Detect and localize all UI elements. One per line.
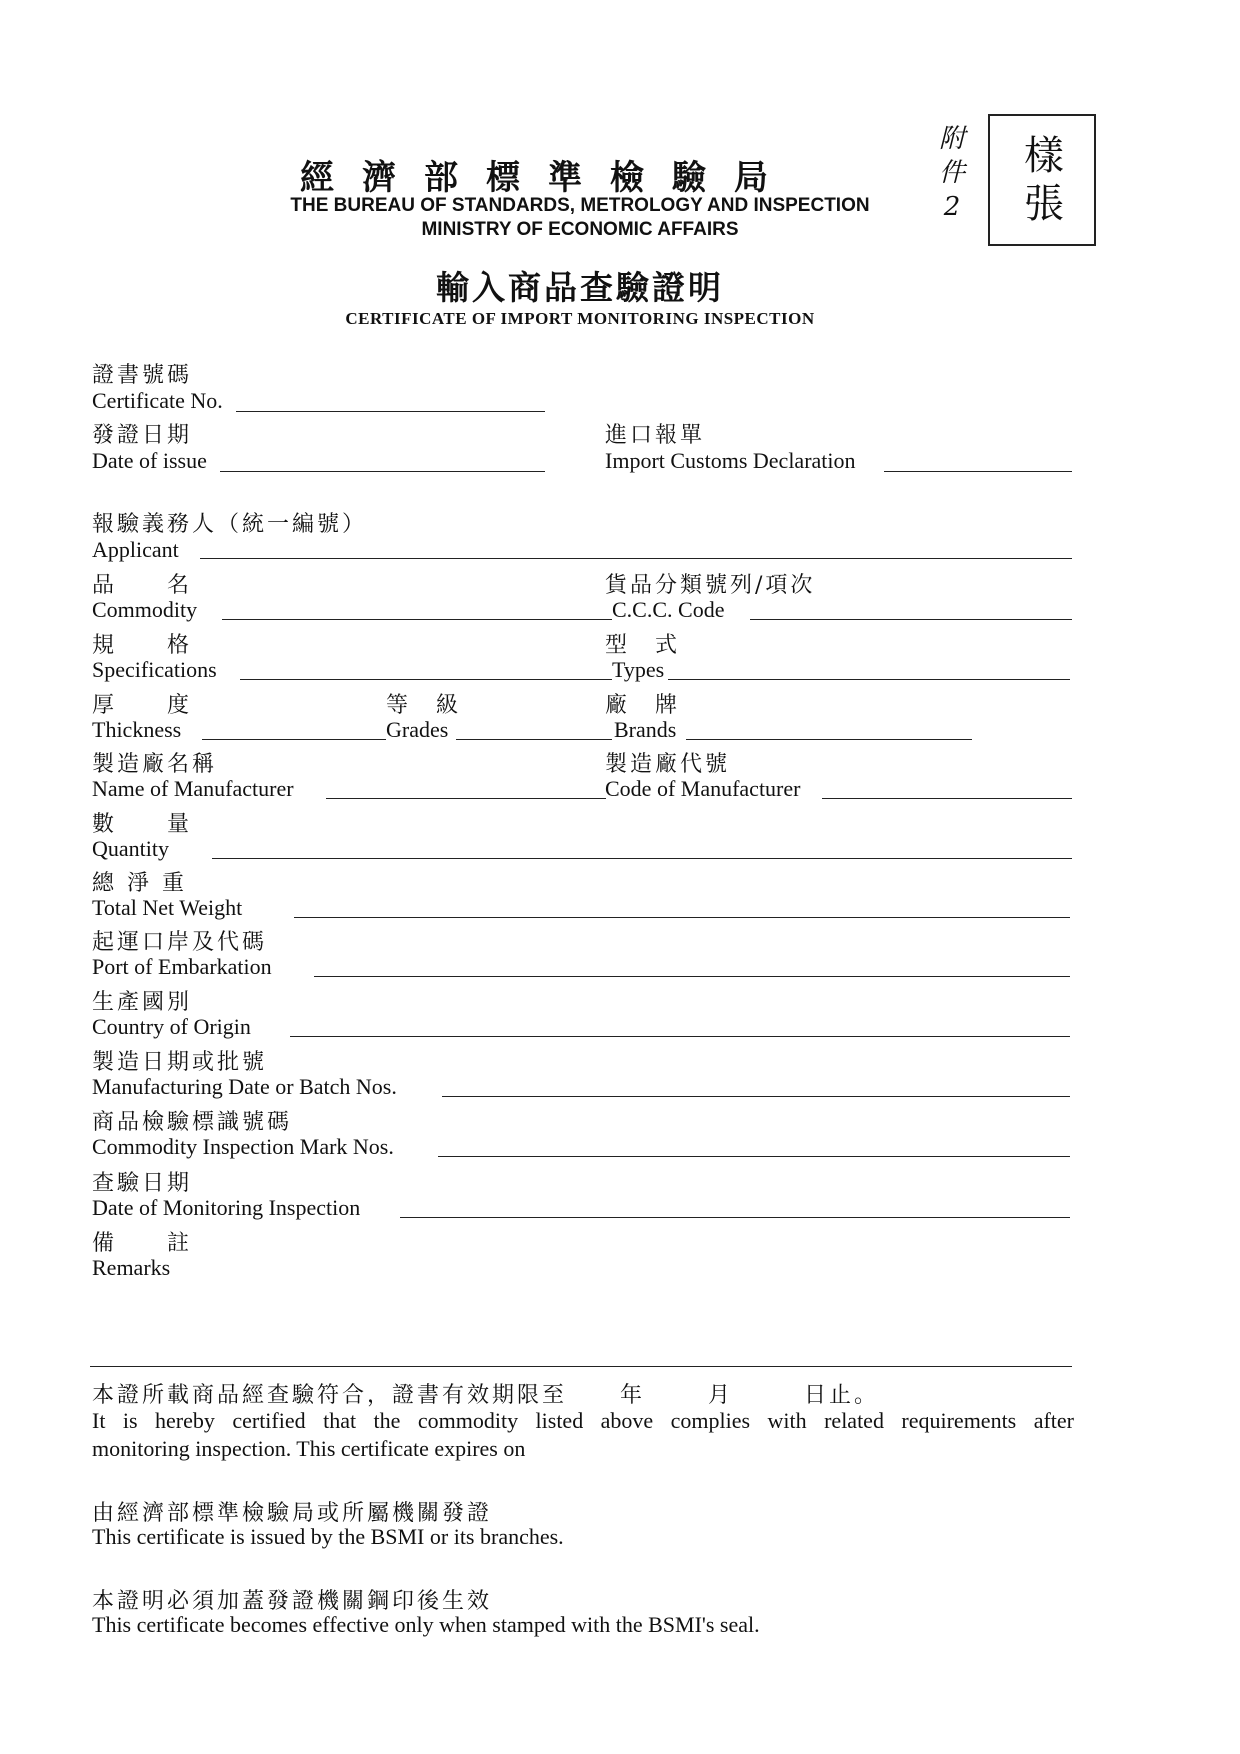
certificate-no-label-zh: 證書號碼 xyxy=(92,363,193,388)
validity-statement-zh: 本證所載商品經查驗符合，證書有效期限至 xyxy=(92,1383,568,1408)
thickness-field[interactable] xyxy=(202,739,386,740)
date-of-issue-label-zh: 發證日期 xyxy=(92,423,193,448)
certificate-no-field[interactable] xyxy=(236,411,545,412)
quantity-field[interactable] xyxy=(212,858,1072,859)
bureau-title-en: THE BUREAU OF STANDARDS, METROLOGY AND INSPECTION xyxy=(290,195,870,216)
seal-statement-en: This certificate becomes effective only when stamped with the BSMI's seal. xyxy=(92,1612,760,1637)
total-net-weight-field[interactable] xyxy=(294,917,1070,918)
port-of-embarkation-label-zh: 起運口岸及代碼 xyxy=(92,930,268,955)
validity-month-zh: 月 xyxy=(708,1383,734,1408)
thickness-label-zh: 厚 度 xyxy=(92,693,193,718)
applicant-label-zh: 報驗義務人（統一編號） xyxy=(92,512,368,537)
inspection-mark-label-en: Commodity Inspection Mark Nos. xyxy=(92,1134,394,1159)
inspection-mark-label-zh: 商品檢驗標識號碼 xyxy=(92,1110,293,1135)
validity-year-zh: 年 xyxy=(620,1383,646,1408)
validity-statement-en-line1: It is hereby certified that the commodity listed above complies with related requirements after xyxy=(92,1408,1074,1433)
customs-declaration-label-zh: 進口報單 xyxy=(605,423,706,448)
port-of-embarkation-field[interactable] xyxy=(314,976,1070,977)
inspection-mark-field[interactable] xyxy=(438,1156,1070,1157)
issuer-statement-zh: 由經濟部標準檢驗局或所屬機關發證 xyxy=(92,1501,493,1526)
certificate-title-en: CERTIFICATE OF IMPORT MONITORING INSPECTION xyxy=(345,309,815,328)
date-of-issue-label-en: Date of issue xyxy=(92,448,207,473)
country-of-origin-label-en: Country of Origin xyxy=(92,1014,251,1039)
certificate-title-zh: 輸入商品查驗證明 xyxy=(436,268,724,307)
manufacturing-date-field[interactable] xyxy=(442,1096,1070,1097)
total-net-weight-label-en: Total Net Weight xyxy=(92,895,243,920)
quantity-label-zh: 數 量 xyxy=(92,812,193,837)
inspection-date-field[interactable] xyxy=(400,1217,1070,1218)
specifications-field[interactable] xyxy=(240,679,612,680)
brands-field[interactable] xyxy=(686,739,972,740)
manufacturer-name-label-zh: 製造廠名稱 xyxy=(92,752,218,777)
brands-label-zh: 廠 牌 xyxy=(605,693,681,718)
country-of-origin-label-zh: 生產國別 xyxy=(92,990,193,1015)
brands-label-en: Brands xyxy=(614,717,677,742)
manufacturer-code-field[interactable] xyxy=(822,798,1072,799)
customs-declaration-label-en: Import Customs Declaration xyxy=(605,448,856,473)
ccc-code-label-zh: 貨品分類號列/項次 xyxy=(605,573,816,598)
manufacturer-name-label-en: Name of Manufacturer xyxy=(92,776,294,801)
commodity-label-en: Commodity xyxy=(92,597,198,622)
manufacturing-date-label-en: Manufacturing Date or Batch Nos. xyxy=(92,1074,397,1099)
manufacturing-date-label-zh: 製造日期或批號 xyxy=(92,1050,268,1075)
types-label-en: Types xyxy=(612,657,665,682)
certificate-no-label-en: Certificate No. xyxy=(92,388,223,413)
inspection-date-label-en: Date of Monitoring Inspection xyxy=(92,1195,361,1220)
country-of-origin-field[interactable] xyxy=(290,1036,1070,1037)
specifications-label-en: Specifications xyxy=(92,657,217,682)
date-of-issue-field[interactable] xyxy=(220,471,545,472)
manufacturer-name-field[interactable] xyxy=(326,798,606,799)
remarks-label-en: Remarks xyxy=(92,1255,171,1280)
seal-statement-zh: 本證明必須加蓋發證機關鋼印後生效 xyxy=(92,1589,493,1614)
ccc-code-field[interactable] xyxy=(750,619,1072,620)
types-field[interactable] xyxy=(668,679,1070,680)
grades-label-zh: 等 級 xyxy=(386,693,462,718)
commodity-field[interactable] xyxy=(222,619,612,620)
commodity-label-zh: 品 名 xyxy=(92,573,193,598)
sample-stamp-text: 樣張 xyxy=(1024,133,1064,227)
types-label-zh: 型 式 xyxy=(605,633,681,658)
quantity-label-en: Quantity xyxy=(92,836,169,861)
total-net-weight-label-zh: 總 淨 重 xyxy=(92,871,187,896)
issuer-statement-en: This certificate is issued by the BSMI or its branches. xyxy=(92,1524,564,1549)
specifications-label-zh: 規 格 xyxy=(92,633,193,658)
thickness-label-en: Thickness xyxy=(92,717,182,742)
validity-day-zh: 日止。 xyxy=(804,1383,880,1408)
remarks-label-zh: 備 註 xyxy=(92,1231,193,1256)
grades-field[interactable] xyxy=(456,739,612,740)
ccc-code-label-en: C.C.C. Code xyxy=(612,597,725,622)
inspection-date-label-zh: 查驗日期 xyxy=(92,1171,193,1196)
applicant-field[interactable] xyxy=(200,558,1072,559)
customs-declaration-field[interactable] xyxy=(884,471,1072,472)
manufacturer-code-label-en: Code of Manufacturer xyxy=(605,776,801,801)
grades-label-en: Grades xyxy=(386,717,449,742)
ministry-title-en: MINISTRY OF ECONOMIC AFFAIRS xyxy=(421,219,739,240)
applicant-label-en: Applicant xyxy=(92,537,179,562)
footer-divider xyxy=(90,1366,1072,1367)
handwritten-attachment-note: 附件2 xyxy=(938,124,965,222)
manufacturer-code-label-zh: 製造廠代號 xyxy=(605,752,731,777)
bureau-title-zh: 經濟部標準檢驗局 xyxy=(300,158,796,198)
port-of-embarkation-label-en: Port of Embarkation xyxy=(92,954,272,979)
validity-statement-en-line2: monitoring inspection. This certificate expires on xyxy=(92,1436,526,1461)
